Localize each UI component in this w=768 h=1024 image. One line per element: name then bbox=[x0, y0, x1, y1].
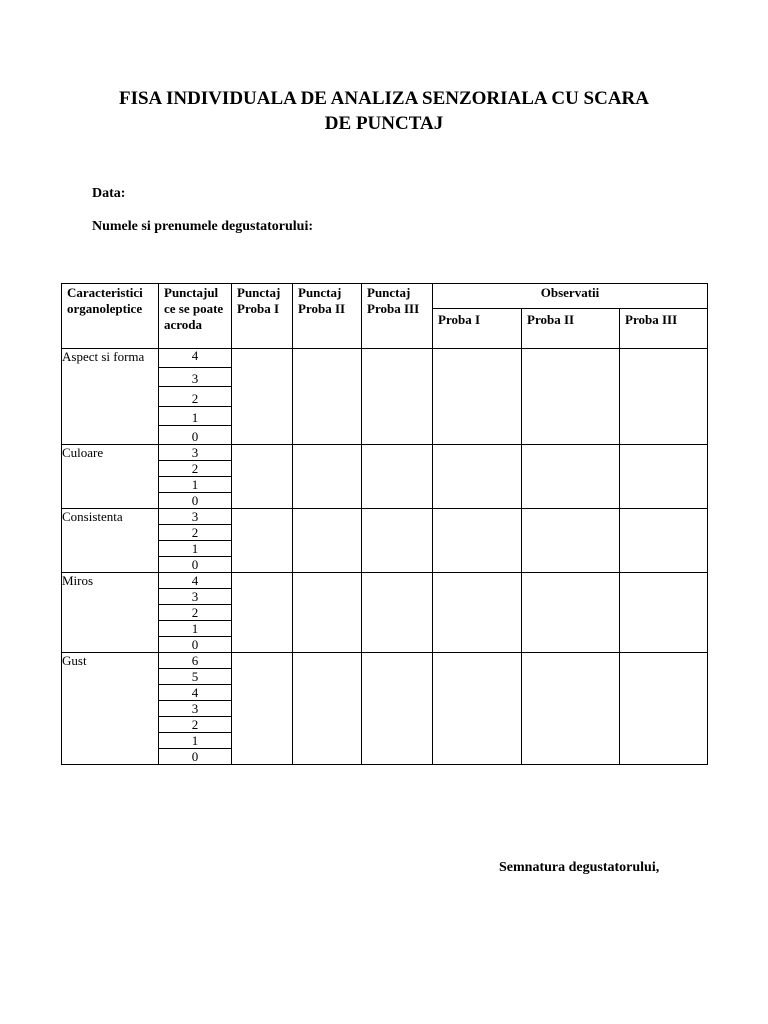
score-proba-3-cell[interactable] bbox=[362, 509, 433, 573]
header-characteristics: Caracteristici organoleptice bbox=[62, 284, 159, 349]
score-proba-3-cell[interactable] bbox=[362, 653, 433, 765]
score-proba-2-cell[interactable] bbox=[293, 445, 362, 509]
score-value: 0 bbox=[191, 493, 199, 508]
header-score-possible: Punctajul ce se poate acroda bbox=[159, 284, 232, 349]
score-value: 2 bbox=[159, 717, 231, 733]
table-row bbox=[62, 445, 708, 509]
characteristic-name: Consistenta bbox=[62, 509, 159, 573]
header-score-proba-3: Punctaj Proba III bbox=[362, 284, 433, 349]
score-value: 2 bbox=[159, 461, 231, 477]
header-observations: Observatii bbox=[433, 284, 708, 309]
score-value: 2 bbox=[159, 387, 231, 406]
score-value: 0 bbox=[191, 749, 199, 764]
score-value: 0 bbox=[191, 557, 199, 572]
obs-proba-2-cell[interactable] bbox=[522, 573, 620, 653]
score-value: 3 bbox=[159, 589, 231, 605]
score-proba-1-cell[interactable] bbox=[232, 573, 293, 653]
score-proba-2-cell[interactable] bbox=[293, 653, 362, 765]
obs-proba-3-cell[interactable] bbox=[620, 445, 708, 509]
obs-proba-3-cell[interactable] bbox=[620, 349, 708, 445]
score-value: 0 bbox=[191, 637, 199, 652]
score-value: 1 bbox=[159, 621, 231, 637]
obs-proba-1-cell[interactable] bbox=[433, 445, 522, 509]
score-proba-2-cell[interactable] bbox=[293, 573, 362, 653]
score-value: 0 bbox=[191, 429, 199, 445]
obs-proba-1-cell[interactable] bbox=[433, 349, 522, 445]
header-score-proba-2: Punctaj Proba II bbox=[293, 284, 362, 349]
score-scale bbox=[159, 349, 232, 445]
score-value: 3 bbox=[159, 509, 231, 525]
score-proba-3-cell[interactable] bbox=[362, 349, 433, 445]
score-proba-2-cell[interactable] bbox=[293, 509, 362, 573]
score-proba-1-cell[interactable] bbox=[232, 445, 293, 509]
score-value: 2 bbox=[159, 525, 231, 541]
obs-proba-2-cell[interactable] bbox=[522, 349, 620, 445]
table-row bbox=[62, 573, 708, 653]
score-scale bbox=[159, 573, 232, 653]
obs-proba-1-cell[interactable] bbox=[433, 509, 522, 573]
date-label: Data: bbox=[92, 186, 126, 201]
score-value: 1 bbox=[159, 541, 231, 557]
characteristic-name: Aspect si forma bbox=[62, 349, 159, 445]
taster-signature-label: Semnatura degustatorului, bbox=[499, 860, 660, 875]
score-proba-1-cell[interactable] bbox=[232, 509, 293, 573]
obs-proba-2-cell[interactable] bbox=[522, 653, 620, 765]
score-proba-3-cell[interactable] bbox=[362, 573, 433, 653]
score-proba-2-cell[interactable] bbox=[293, 349, 362, 445]
obs-proba-3-cell[interactable] bbox=[620, 573, 708, 653]
score-value: 6 bbox=[159, 653, 231, 669]
document-title bbox=[70, 86, 698, 136]
score-scale bbox=[159, 509, 232, 573]
header-obs-proba-1: Proba I bbox=[433, 309, 522, 349]
score-value: 3 bbox=[159, 368, 231, 387]
obs-proba-2-cell[interactable] bbox=[522, 445, 620, 509]
score-value: 5 bbox=[159, 669, 231, 685]
score-proba-1-cell[interactable] bbox=[232, 653, 293, 765]
characteristic-name: Miros bbox=[62, 573, 159, 653]
table-row bbox=[62, 653, 708, 765]
table-row bbox=[62, 349, 708, 445]
header-obs-proba-3: Proba III bbox=[620, 309, 708, 349]
score-value: 3 bbox=[159, 445, 231, 461]
score-value: 1 bbox=[159, 733, 231, 749]
score-value: 1 bbox=[159, 477, 231, 493]
score-scale bbox=[159, 445, 232, 509]
obs-proba-2-cell[interactable] bbox=[522, 509, 620, 573]
title-line-2: DE PUNCTAJ bbox=[324, 113, 444, 134]
score-scale bbox=[159, 653, 232, 765]
score-value: 4 bbox=[159, 349, 231, 368]
score-value: 2 bbox=[159, 605, 231, 621]
obs-proba-1-cell[interactable] bbox=[433, 653, 522, 765]
header-obs-proba-2: Proba II bbox=[522, 309, 620, 349]
table-row bbox=[62, 509, 708, 573]
taster-name-label: Numele si prenumele degustatorului: bbox=[92, 219, 314, 234]
score-value: 3 bbox=[159, 701, 231, 717]
sensory-analysis-table bbox=[61, 283, 708, 765]
characteristic-name: Gust bbox=[62, 653, 159, 765]
score-proba-1-cell[interactable] bbox=[232, 349, 293, 445]
title-line-1: FISA INDIVIDUALA DE ANALIZA SENZORIALA CU SCARA bbox=[118, 88, 649, 109]
header-score-proba-1: Punctaj Proba I bbox=[232, 284, 293, 349]
score-value: 4 bbox=[159, 573, 231, 589]
obs-proba-3-cell[interactable] bbox=[620, 653, 708, 765]
score-value: 4 bbox=[159, 685, 231, 701]
score-proba-3-cell[interactable] bbox=[362, 445, 433, 509]
obs-proba-1-cell[interactable] bbox=[433, 573, 522, 653]
score-value: 1 bbox=[159, 407, 231, 426]
characteristic-name: Culoare bbox=[62, 445, 159, 509]
obs-proba-3-cell[interactable] bbox=[620, 509, 708, 573]
